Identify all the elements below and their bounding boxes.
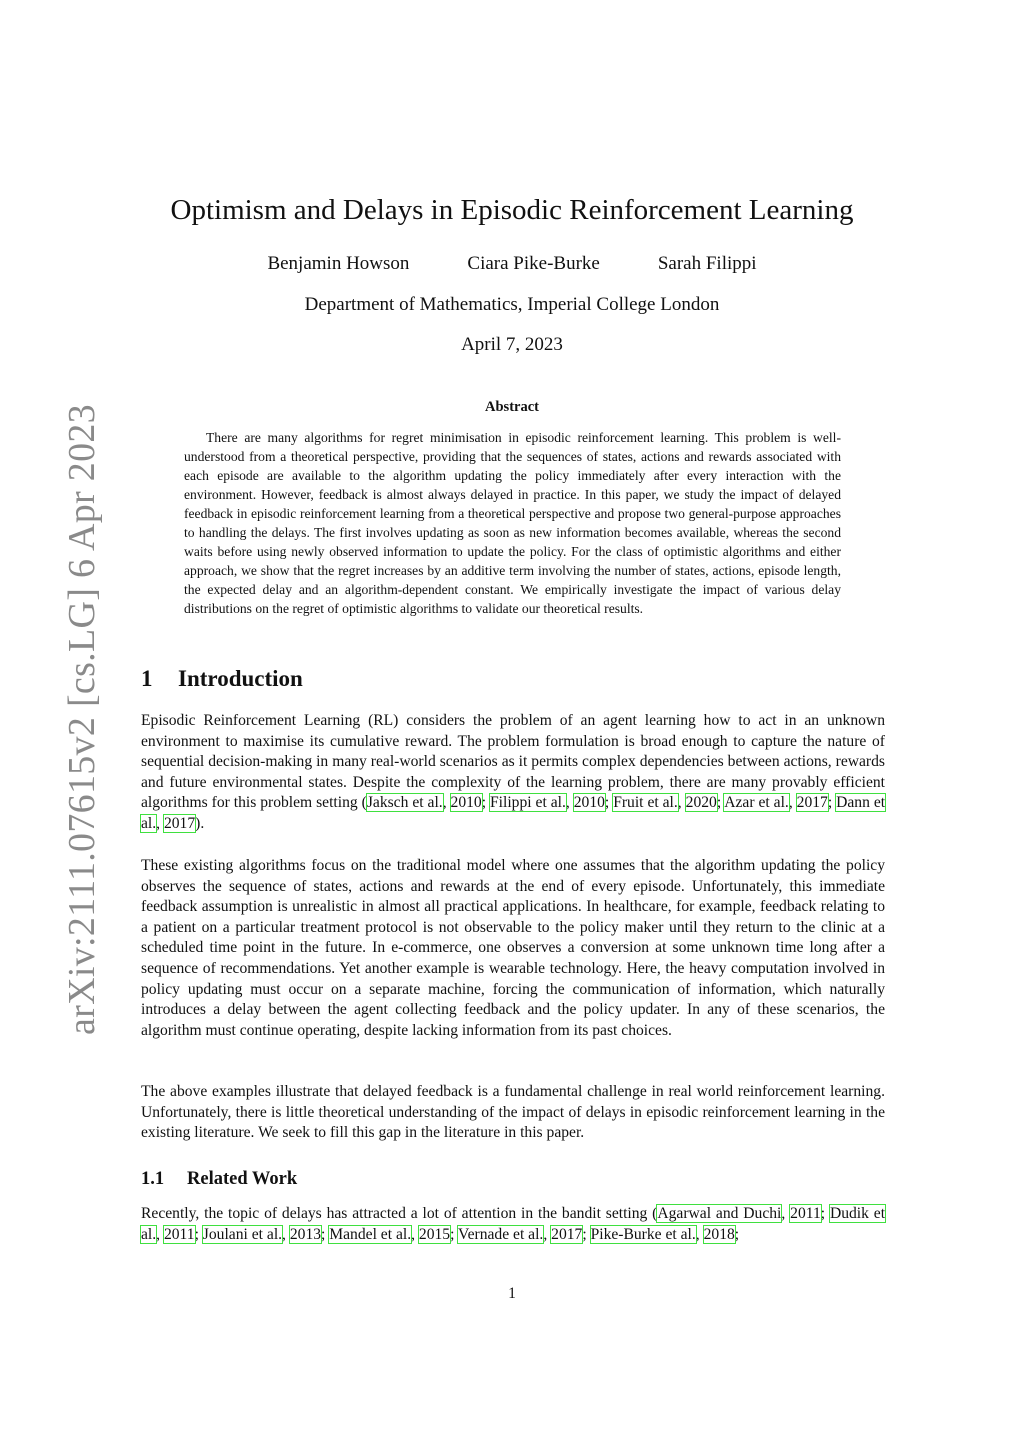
citation-link[interactable]: Filippi et al. xyxy=(490,794,566,812)
citation-link[interactable]: 2017 xyxy=(163,814,196,832)
abstract-heading: Abstract xyxy=(485,399,539,415)
author-name: Sarah Filippi xyxy=(657,253,757,274)
citation-link[interactable]: 2013 xyxy=(289,1225,322,1243)
citation-link[interactable]: 2010 xyxy=(450,794,482,812)
citation-link[interactable]: 2011 xyxy=(163,1225,195,1243)
paragraph: The above examples illustrate that delayed feedback is a fundamental challenge in real world reinforcement learning. Unfortunately, there is little theoretical understanding of the impact of delays in episodic reinforcement learning in the existing literature. We seek to fill this gap in the literature in this paper. xyxy=(141,1083,885,1142)
affiliation: Department of Mathematics, Imperial College London xyxy=(304,294,720,315)
section-title: Introduction xyxy=(178,666,303,691)
citation-link[interactable]: Azar et al. xyxy=(724,794,789,812)
page-number: 1 xyxy=(508,1285,516,1302)
citation-link[interactable]: Dann et al. xyxy=(141,794,886,832)
citation-link[interactable]: 2018 xyxy=(703,1225,735,1243)
section-heading xyxy=(141,666,303,692)
paragraph-text: ; xyxy=(734,1225,740,1243)
author-name: Benjamin Howson xyxy=(267,253,410,274)
citation-link[interactable]: Dudik et al. xyxy=(141,1205,886,1243)
subsection-title: Related Work xyxy=(187,1169,298,1189)
author-list xyxy=(0,253,1024,275)
author-name: Ciara Pike-Burke xyxy=(467,253,600,274)
citation-link[interactable]: Jaksch et al. xyxy=(366,794,443,812)
citation-link[interactable]: 2011 xyxy=(790,1205,821,1222)
abstract-text: There are many algorithms for regret minimisation in episodic reinforcement learning. This problem is well-understood from a theoretical perspective, providing that the sequences of states, actions and rewards associated with each episode are available to the algorithm updating the policy immediately after every interaction with the environment. However, feedback is almost always delayed in practice. In this paper, we study the impact of delayed feedback in episodic reinforcement learning from a theoretical perspective and propose two general-purpose approaches to handling the delays. The first involves updating as soon as new information becomes available, whereas the second waits before using newly observed information to update the policy. For the class of optimistic algorithms and either approach, we show that the regret increases by an additive term involving the number of states, actions, episode length, the expected delay and an algorithm-dependent constant. We empirically investigate the impact of various delay distributions on the regret of optimistic algorithms to validate our theoretical results. xyxy=(184,430,841,616)
citation-link[interactable]: 2017 xyxy=(551,1225,583,1243)
section-number: 1 xyxy=(141,666,153,691)
citation-link[interactable]: 2020 xyxy=(685,794,717,812)
paragraph-text: Recently, the topic of delays has attracted a lot of attention in the bandit setting ( xyxy=(141,1205,658,1222)
paragraph-text: Episodic Reinforcement Learning (RL) considers the problem of an agent learning how to act in an unknown environment to maximise its cumulative reward. The problem formulation is broad enough to capture the nature of sequential decision-making in many real-world scenarios as it permits complex dependencies between actions, rewards and future environmental states. Despite the complexity of the learning problem, there are many provably efficient algorithms for this problem setting ( xyxy=(141,712,885,812)
paragraph-text: ). xyxy=(195,814,205,832)
citation-link[interactable]: 2017 xyxy=(796,794,828,812)
citation-link[interactable]: Fruit et al. xyxy=(613,794,678,812)
citation-link[interactable]: 2010 xyxy=(573,794,605,812)
paragraph: Episodic Reinforcement Learning (RL) considers the problem of an agent learning how to act in an unknown environment to maximise its cumulative reward. The problem formulation is broad enough to capture the nature of sequential decision-making in many real-world scenarios as it permits complex dependencies between actions, rewards and future environmental states. Despite the complexity of the learning problem, there are many provably efficient algorithms for this problem setting (Jaksch et al., 2010; Filippi et al., 2010; Fruit et al., 2020; Azar et al., 2017; Dann et al., 2017). xyxy=(141,712,886,832)
citation-link[interactable]: Pike-Burke et al. xyxy=(590,1225,696,1243)
citation-link[interactable]: Agarwal and Duchi xyxy=(657,1205,782,1222)
paper-title: Optimism and Delays in Episodic Reinforcement Learning xyxy=(170,194,854,226)
subsection-number: 1.1 xyxy=(141,1169,165,1189)
subsection-heading xyxy=(141,1169,297,1190)
paper-date: April 7, 2023 xyxy=(461,334,563,355)
citation-link[interactable]: 2015 xyxy=(418,1225,451,1243)
paragraph: Recently, the topic of delays has attracted a lot of attention in the bandit setting (Agarwal and Duchi, 2011; Dudik et al., 2011; Joulani et al., 2013; Mandel et al., 2015; Vernade et al., 2017; Pike-Burke et al., 2018; xyxy=(141,1205,886,1243)
arxiv-identifier: arXiv:2111.07615v2 [cs.LG] 6 Apr 2023 xyxy=(61,404,103,1035)
citation-link[interactable]: Vernade et al. xyxy=(458,1225,544,1243)
citation-link[interactable]: Joulani et al. xyxy=(202,1225,283,1243)
citation-link[interactable]: Mandel et al. xyxy=(329,1225,412,1243)
arxiv-stamp xyxy=(8,404,103,1040)
paragraph: These existing algorithms focus on the traditional model where one assumes that the algorithm updating the policy observes the sequence of states, actions and rewards at the end of every episode. Unfortunately, this immediate feedback assumption is unrealistic in almost all practical applications. In healthcare, for example, feedback relating to a patient on a particular treatment protocol is not observable to the policy maker until they return to the clinic at a scheduled time point in the future. In e-commerce, one observes a conversion at some unknown time long after a sequence of recommendations. Yet another example is wearable technology. Here, the heavy computation involved in policy updating must occur on a separate machine, forcing the communication of information, which naturally introduces a delay between the agent collecting feedback and the policy updater. In any of these scenarios, the algorithm must continue operating, despite lacking information from its past choices. xyxy=(141,857,885,1039)
